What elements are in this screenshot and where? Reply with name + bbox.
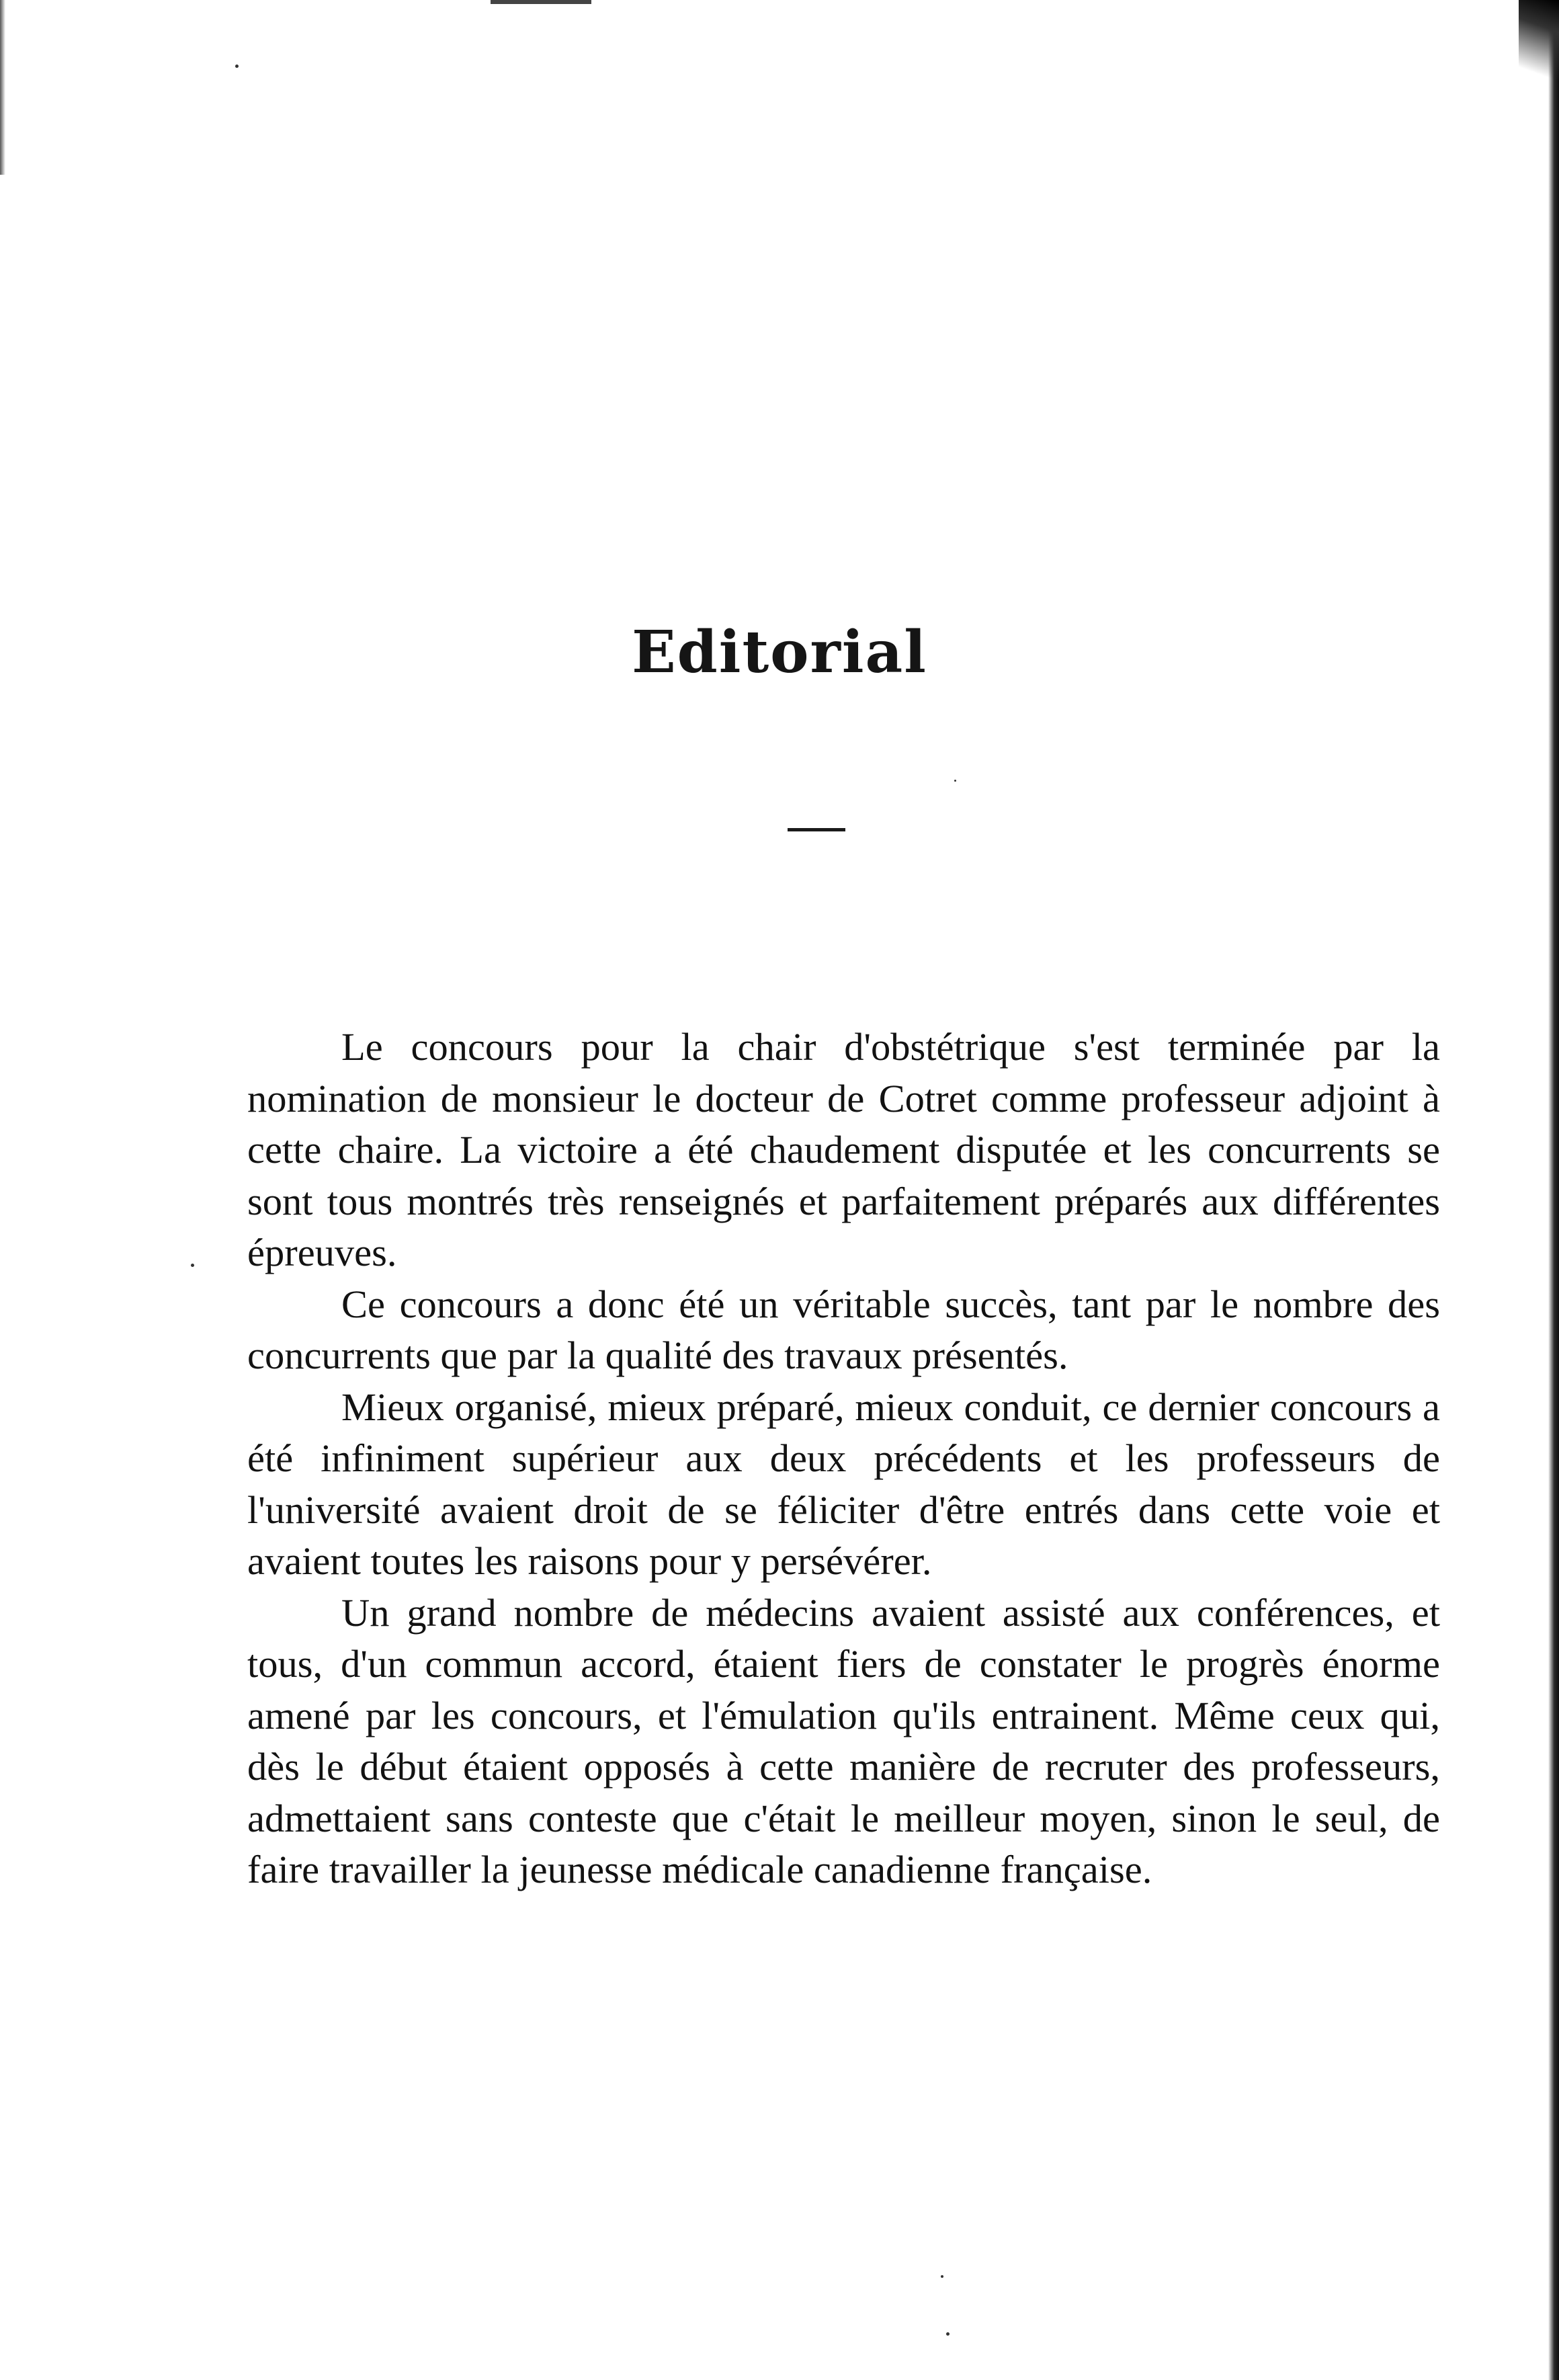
scan-speck: [941, 2275, 943, 2278]
paragraph: Ce concours a donc été un véritable succès, tant par le nombre des concurrents que par la qualité des travaux présentés.: [247, 1282, 1440, 1377]
title-rule: [788, 828, 845, 831]
scan-edge-right: [1548, 0, 1559, 2380]
scan-speck: [946, 2332, 950, 2336]
paragraph: Le concours pour la chair d'obstétrique s'est terminée par la nomination de monsieur le docteur de Cotret comme professeur adjoint à cette chaire. La victoire a été chaudement disputée et les concurrents se sont tous montrés très renseignés et parfaitement préparés aux différentes épreuves.: [247, 1025, 1440, 1274]
scan-corner-shadow: [1519, 0, 1559, 94]
scan-smudge-top: [491, 0, 591, 4]
editorial-body: [247, 1022, 1440, 1896]
page-title: Editorial: [632, 618, 927, 686]
paragraph: Un grand nombre de médecins avaient assisté aux conférences, et tous, d'un commun accord, étaient fiers de constater le progrès énorme amené par les concours, et l'émulation qu'ils entrainent. Même ceux qui, dès le début étaient opposés à cette manière de recruter des professeurs, admettaient sans conteste que c'était le meilleur moyen, sinon le seul, de faire travailler la jeunesse médicale canadienne française.: [247, 1590, 1440, 1891]
scan-speck: [954, 780, 956, 782]
paragraph: Mieux organisé, mieux préparé, mieux conduit, ce dernier concours a été infiniment supérieur aux deux précédents et les professeurs de l'université avaient droit de se féliciter d'être entrés dans cette voie et avaient toutes les raisons pour y persévérer.: [247, 1385, 1440, 1583]
scan-speck: [191, 1264, 194, 1267]
scan-edge-left: [0, 0, 5, 175]
scan-speck: [235, 65, 239, 68]
